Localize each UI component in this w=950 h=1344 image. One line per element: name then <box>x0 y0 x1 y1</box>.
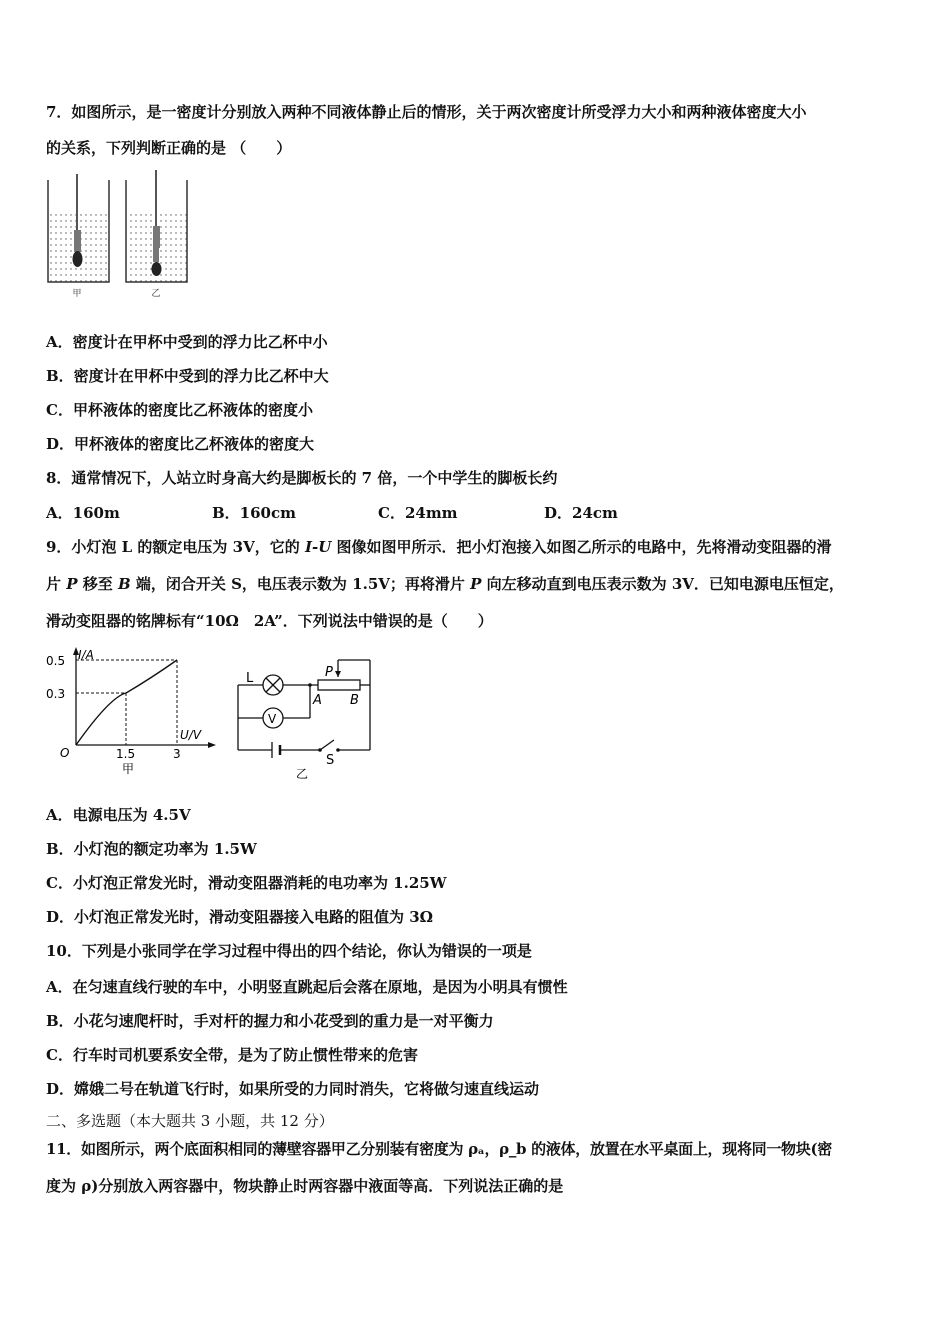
q7-option-a: A．密度计在甲杯中受到的浮力比乙杯中小 <box>46 333 328 351</box>
circuit-switch-label: S <box>326 753 335 768</box>
q9-option-d: D．小灯泡正常发光时，滑动变阻器接入电路的阻值为 3Ω <box>46 908 434 926</box>
q7-option-c: C．甲杯液体的密度比乙杯液体的密度小 <box>46 401 313 419</box>
q9-option-b: B．小灯泡的额定功率为 1.5W <box>46 840 257 858</box>
beaker-left <box>48 174 109 282</box>
circuit-end-b: B <box>350 693 359 708</box>
graph-xlabel: U/V <box>180 728 202 742</box>
q8-options <box>46 503 618 523</box>
q7-hydrometer-figure <box>44 170 194 300</box>
circuit-slider-label: P <box>325 665 333 680</box>
fig-label-yi: 乙 <box>151 289 161 299</box>
graph-ytick-03: 0.3 <box>46 687 66 701</box>
q10-option-d: D．嫦娥二号在轨道飞行时，如果所受的力同时消失，它将做匀速直线运动 <box>46 1080 540 1098</box>
q9-option-a: A．电源电压为 4.5V <box>46 806 191 824</box>
q8-option-d: D．24cm <box>544 504 618 522</box>
q9-iu-graph <box>40 645 220 785</box>
section-heading: 二、多选题（本大题共 3 小题，共 12 分） <box>46 1112 334 1130</box>
circuit-caption: 乙 <box>296 767 309 781</box>
graph-ylabel: I/A <box>78 648 94 662</box>
q10-line1: 10．下列是小张同学在学习过程中得出的四个结论，你认为错误的一项是 <box>46 942 532 960</box>
graph-caption: 甲 <box>122 762 135 776</box>
q9-option-c: C．小灯泡正常发光时，滑动变阻器消耗的电功率为 1.25W <box>46 874 447 892</box>
q11-line2: 度为 ρ)分别放入两容器中，物块静止时两容器中液面等高．下列说法正确的是 <box>46 1177 564 1195</box>
q9-line3: 滑动变阻器的铭牌标有“10Ω 2A”．下列说法中错误的是（ ） <box>46 612 493 630</box>
q8-option-b: B．160cm <box>212 504 296 522</box>
q7-line1: 7．如图所示，是一密度计分别放入两种不同液体静止后的情形，关于两次密度计所受浮力大小和两种液体密度大小 <box>46 103 807 121</box>
q7-option-d: D．甲杯液体的密度比乙杯液体的密度大 <box>46 435 315 453</box>
q7-option-b: B．密度计在甲杯中受到的浮力比乙杯中大 <box>46 367 329 385</box>
graph-ytick-05: 0.5 <box>46 654 66 668</box>
graph-xtick-3: 3 <box>173 747 181 761</box>
graph-xtick-15: 1.5 <box>116 747 136 761</box>
q8-line1: 8．通常情况下，人站立时身高大约是脚板长的 7 倍，一个中学生的脚板长约 <box>46 469 558 487</box>
graph-origin: O <box>60 746 70 760</box>
q11-line1: 11．如图所示，两个底面积相同的薄壁容器甲乙分别装有密度为 ρₐ，ρ_b 的液体，放置在水平桌面上，现将同一物块(密 <box>46 1140 832 1158</box>
q9-line2: 片 P 移至 B 端，闭合开关 S，电压表示数为 1.5V；再将滑片 P 向左移动直到电压表示数为 3V．已知电源电压恒定， <box>46 575 844 593</box>
q10-option-b: B．小花匀速爬杆时，手对杆的握力和小花受到的重力是一对平衡力 <box>46 1012 494 1030</box>
fig-label-jia: 甲 <box>72 289 82 299</box>
iu-symbol: I-U <box>304 538 332 556</box>
q8-option-a: A．160m <box>46 504 120 522</box>
beaker-right <box>126 170 187 282</box>
q10-option-a: A．在匀速直线行驶的车中，小明竖直跳起后会落在原地，是因为小明具有惯性 <box>46 978 568 996</box>
q8-option-c: C．24mm <box>378 504 458 522</box>
q9-line1: 9．小灯泡 L 的额定电压为 3V，它的 I-U 图像如图甲所示．把小灯泡接入如图乙所示的电路中，先将滑动变阻器的滑 <box>46 538 832 556</box>
q7-line2: 的关系，下列判断正确的是 （ ） <box>46 139 292 157</box>
circuit-lamp-label: L <box>246 671 254 686</box>
circuit-voltmeter-label: V <box>268 712 277 726</box>
q9-circuit <box>230 650 380 785</box>
circuit-end-a: A <box>313 693 322 708</box>
q10-option-c: C．行车时司机要系安全带，是为了防止惯性带来的危害 <box>46 1046 418 1064</box>
